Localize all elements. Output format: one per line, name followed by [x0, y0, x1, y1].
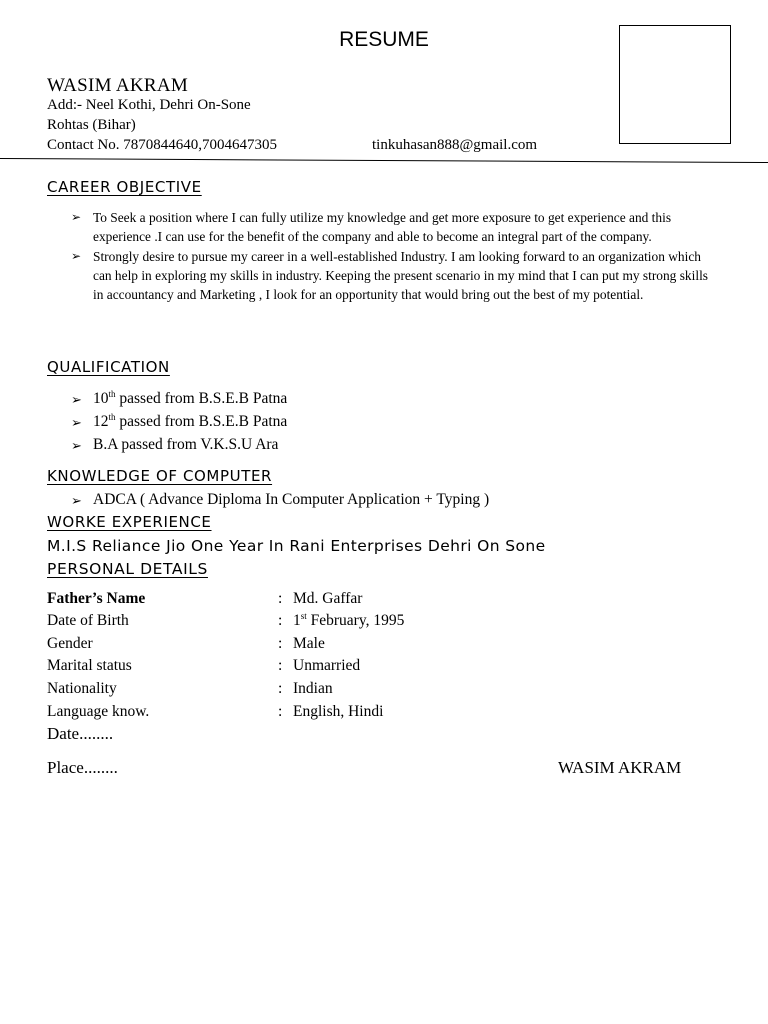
personal-row-father — [47, 590, 547, 612]
email-address: tinkuhasan888@gmail.com — [372, 137, 538, 153]
career-objective-list — [71, 208, 721, 304]
field-label: Nationality — [47, 680, 117, 697]
work-experience-heading: WORKE EXPERIENCE — [47, 513, 212, 531]
field-label: Language know. — [47, 703, 150, 720]
qualification-heading: QUALIFICATION — [47, 358, 170, 376]
place-line: Place........ — [47, 758, 118, 777]
computer-knowledge-list — [71, 488, 721, 511]
field-colon: : — [278, 590, 283, 607]
personal-row-language — [47, 703, 547, 725]
field-label: Marital status — [47, 657, 132, 674]
personal-row-dob — [47, 612, 547, 634]
field-colon: : — [278, 612, 283, 629]
personal-row-gender — [47, 635, 547, 657]
list-item: ➢ ADCA ( Advance Diploma In Computer Application + Typing ) — [71, 488, 721, 511]
field-colon: : — [278, 703, 283, 720]
work-experience-text: M.I.S Reliance Jio One Year In Rani Enterprises Dehri On Sone — [47, 537, 546, 555]
candidate-name: WASIM AKRAM — [47, 75, 189, 96]
field-label: Father’s Name — [47, 590, 146, 607]
personal-row-nationality — [47, 680, 547, 702]
qualification-list — [71, 387, 721, 456]
contact-numbers: Contact No. 7870844640,7004647305 — [47, 137, 277, 153]
field-value: Indian — [293, 680, 333, 697]
field-value: Md. Gaffar — [293, 590, 363, 607]
list-item: ➢ Strongly desire to pursue my career in a well-established Industry. I am looking forward to an organization which can help in exploring my skills in industry. Keeping the present scenario in my mind that I can put my strong skills in accountancy and Marketing , I look for an opportunity that would bring out the best of my potential. — [71, 247, 721, 305]
field-label: Gender — [47, 635, 93, 652]
address-line-2: Rohtas (Bihar) — [47, 117, 136, 133]
field-colon: : — [278, 635, 283, 652]
list-item: ➢ 10th passed from B.S.E.B Patna — [71, 387, 721, 410]
date-line: Date........ — [47, 724, 114, 743]
header-divider — [0, 158, 768, 163]
personal-details-heading: PERSONAL DETAILS — [47, 560, 208, 578]
field-value: English, Hindi — [293, 703, 384, 720]
career-objective-heading: CAREER OBJECTIVE — [47, 178, 202, 196]
list-item: ➢ B.A passed from V.K.S.U Ara — [71, 433, 721, 456]
field-value: Unmarried — [293, 657, 361, 674]
list-item: ➢ To Seek a position where I can fully utilize my knowledge and get more exposure to get experience and this experience .I can use for the benefit of the company and able to become an integral part of the company. — [71, 208, 721, 247]
photo-placeholder — [619, 25, 731, 144]
signature-name: WASIM AKRAM — [558, 758, 682, 777]
field-colon: : — [278, 657, 283, 674]
computer-knowledge-heading: KNOWLEDGE OF COMPUTER — [47, 467, 273, 485]
field-colon: : — [278, 680, 283, 697]
field-value: Male — [293, 635, 325, 652]
field-value: 1st February, 1995 — [293, 611, 405, 629]
personal-row-marital — [47, 657, 547, 679]
page-title: RESUME — [339, 28, 429, 51]
address-line-1: Add:- Neel Kothi, Dehri On-Sone — [47, 97, 251, 113]
field-label: Date of Birth — [47, 612, 129, 629]
list-item: ➢ 12th passed from B.S.E.B Patna — [71, 410, 721, 433]
